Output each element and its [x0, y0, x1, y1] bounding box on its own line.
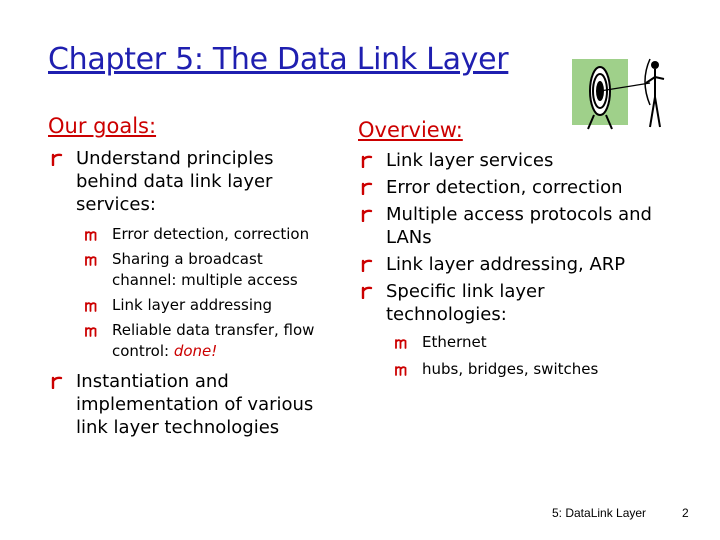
r-glyph-bullet-icon — [360, 154, 374, 168]
bullet-text: Understand principles behind data link layer services: — [76, 148, 274, 215]
slide-title: Chapter 5: The Data Link Layer — [48, 42, 509, 77]
bullet-text: Error detection, correction — [386, 177, 623, 198]
right-bullet-list — [360, 149, 670, 380]
bullet-text: Ethernet — [422, 333, 487, 351]
list-item — [50, 370, 320, 439]
r-glyph-bullet-icon — [50, 152, 64, 166]
list-item — [50, 320, 320, 362]
r-glyph-bullet-icon — [360, 285, 374, 299]
archer-target-icon — [570, 53, 670, 131]
right-heading: Overview: — [358, 118, 463, 142]
m-glyph-bullet-icon — [394, 363, 408, 377]
bullet-text: Error detection, correction — [112, 225, 310, 243]
m-glyph-bullet-icon — [84, 324, 98, 338]
list-item — [360, 253, 670, 276]
m-glyph-bullet-icon — [84, 228, 98, 242]
bullet-text: Specific link layer technologies: — [386, 281, 545, 325]
bullet-text: Reliable data transfer, flow control: — [112, 321, 315, 360]
r-glyph-bullet-icon — [360, 258, 374, 272]
list-item — [50, 295, 320, 316]
r-glyph-bullet-icon — [360, 208, 374, 222]
r-glyph-bullet-icon — [360, 181, 374, 195]
bullet-text: Link layer addressing — [112, 296, 273, 314]
done-emphasis: done! — [173, 342, 218, 360]
bullet-text: Sharing a broadcast channel: multiple access — [112, 250, 298, 289]
list-item — [360, 176, 670, 199]
m-glyph-bullet-icon — [394, 336, 408, 350]
list-item — [360, 280, 670, 326]
m-glyph-bullet-icon — [84, 299, 98, 313]
bullet-text: Instantiation and implementation of various link layer technologies — [76, 371, 314, 438]
bullet-text: Multiple access protocols and LANs — [386, 204, 652, 248]
list-item — [360, 149, 670, 172]
bullet-text: Link layer services — [386, 150, 554, 171]
page-number: 2 — [682, 506, 689, 520]
list-item — [50, 147, 320, 216]
m-glyph-bullet-icon — [84, 253, 98, 267]
list-item — [360, 203, 670, 249]
list-item — [360, 359, 670, 380]
r-glyph-bullet-icon — [50, 375, 64, 389]
list-item — [50, 224, 320, 245]
list-item — [360, 332, 670, 353]
footer-label: 5: DataLink Layer — [552, 506, 647, 520]
left-bullet-list — [50, 147, 320, 439]
bullet-text: hubs, bridges, switches — [422, 360, 599, 378]
left-heading: Our goals: — [48, 114, 157, 138]
list-item — [50, 249, 320, 291]
bullet-text: Link layer addressing, ARP — [386, 254, 626, 275]
